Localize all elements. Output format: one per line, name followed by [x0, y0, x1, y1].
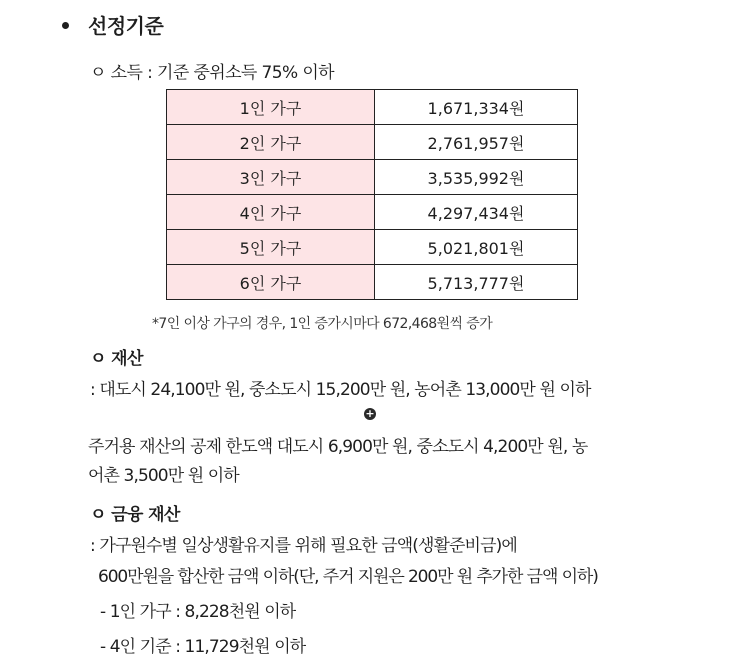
table-row	[167, 195, 578, 230]
financial-asset-item-1person: - 1인 가구 : 8,228천원 이하	[100, 602, 296, 622]
table-row	[167, 90, 578, 125]
income-amount-cell: 3,535,992원	[375, 160, 578, 195]
household-size-cell: 4인 가구	[167, 195, 375, 230]
table-row	[167, 265, 578, 300]
table-row	[167, 160, 578, 195]
bullet-icon	[62, 22, 69, 29]
household-size-cell: 6인 가구	[167, 265, 375, 300]
financial-asset-text: : 가구원수별 일상생활유지를 위해 필요한 금액(생활준비금)에	[90, 536, 517, 556]
property-title: ㅇ 재산	[90, 349, 143, 369]
financial-asset-item-4person: - 4인 기준 : 11,729천원 이하	[100, 637, 306, 657]
plus-icon: +	[365, 407, 375, 420]
household-size-cell: 1인 가구	[167, 90, 375, 125]
household-size-cell: 3인 가구	[167, 160, 375, 195]
property-deduction-text-cont: 어촌 3,500만 원 이하	[88, 466, 239, 486]
financial-asset-title: ㅇ 금융 재산	[90, 505, 180, 525]
income-amount-cell: 1,671,334원	[375, 90, 578, 125]
property-deduction-text: 주거용 재산의 공제 한도액 대도시 6,900만 원, 중소도시 4,200만 원, 농	[88, 437, 588, 457]
income-table	[166, 89, 578, 300]
household-size-cell: 5인 가구	[167, 230, 375, 265]
table-row	[167, 230, 578, 265]
income-criteria-label: ㅇ 소득 : 기준 중위소득 75% 이하	[90, 63, 334, 83]
income-amount-cell: 2,761,957원	[375, 125, 578, 160]
financial-asset-text-cont: 600만원을 합산한 금액 이하(단, 주거 지원은 200만 원 추가한 금액 이하)	[98, 567, 598, 587]
table-row	[167, 125, 578, 160]
property-limit-text: : 대도시 24,100만 원, 중소도시 15,200만 원, 농어촌 13,000만 원 이하	[90, 380, 591, 400]
income-amount-cell: 4,297,434원	[375, 195, 578, 230]
income-table-note: *7인 이상 가구의 경우, 1인 증가시마다 672,468원씩 증가	[152, 316, 493, 332]
income-amount-cell: 5,021,801원	[375, 230, 578, 265]
household-size-cell: 2인 가구	[167, 125, 375, 160]
income-amount-cell: 5,713,777원	[375, 265, 578, 300]
section-heading: 선정기준	[88, 14, 164, 38]
